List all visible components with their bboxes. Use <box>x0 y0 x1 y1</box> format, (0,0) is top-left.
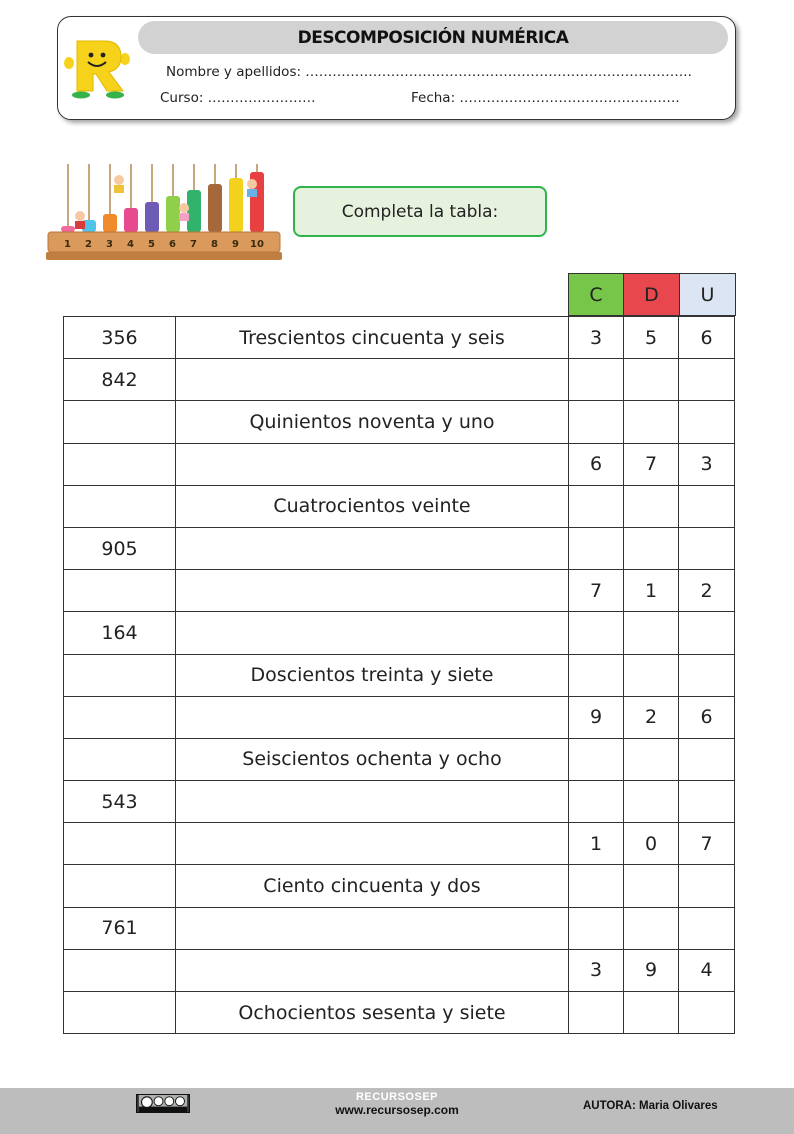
units-cell[interactable] <box>679 865 735 907</box>
decomposition-table <box>63 316 735 1034</box>
number-cell[interactable]: 164 <box>64 612 176 654</box>
units-cell[interactable] <box>679 527 735 569</box>
number-cell[interactable]: 905 <box>64 527 176 569</box>
units-cell[interactable] <box>679 654 735 696</box>
hundreds-cell[interactable] <box>569 738 624 780</box>
words-cell[interactable] <box>176 570 569 612</box>
units-cell[interactable] <box>679 612 735 654</box>
words-cell[interactable] <box>176 907 569 949</box>
tens-cell[interactable]: 2 <box>624 696 679 738</box>
table-row <box>64 654 735 696</box>
hundreds-cell[interactable] <box>569 654 624 696</box>
hundreds-cell[interactable] <box>569 359 624 401</box>
hundreds-cell[interactable] <box>569 485 624 527</box>
table-row <box>64 401 735 443</box>
tens-cell[interactable]: 5 <box>624 317 679 359</box>
units-cell[interactable]: 7 <box>679 823 735 865</box>
abacus-label: 6 <box>169 239 176 250</box>
hundreds-cell[interactable] <box>569 612 624 654</box>
table-row <box>64 359 735 401</box>
worksheet-title: DESCOMPOSICIÓN NUMÉRICA <box>138 21 728 54</box>
words-cell[interactable] <box>176 359 569 401</box>
tens-cell[interactable]: 1 <box>624 570 679 612</box>
number-cell[interactable] <box>64 443 176 485</box>
abacus-label: 2 <box>85 239 92 250</box>
words-cell[interactable]: Ciento cincuenta y dos <box>176 865 569 907</box>
column-header-u: U <box>679 273 736 316</box>
tens-cell[interactable] <box>624 401 679 443</box>
abacus-label: 1 <box>64 239 71 250</box>
tens-cell[interactable] <box>624 612 679 654</box>
hundreds-cell[interactable] <box>569 527 624 569</box>
page-footer <box>0 1088 794 1134</box>
footer-brand: RECURSOSEP <box>355 1091 439 1103</box>
number-cell[interactable]: 761 <box>64 907 176 949</box>
tens-cell[interactable]: 9 <box>624 949 679 991</box>
hundreds-cell[interactable]: 3 <box>569 317 624 359</box>
table-row <box>64 485 735 527</box>
units-cell[interactable] <box>679 359 735 401</box>
tens-cell[interactable]: 0 <box>624 823 679 865</box>
number-cell[interactable] <box>64 992 176 1034</box>
words-cell[interactable] <box>176 527 569 569</box>
tens-cell[interactable] <box>624 359 679 401</box>
name-field[interactable]: Nombre y apellidos: ………………………………………………………………………….. <box>166 64 692 80</box>
units-cell[interactable] <box>679 738 735 780</box>
units-cell[interactable] <box>679 485 735 527</box>
words-cell[interactable] <box>176 696 569 738</box>
tens-cell[interactable] <box>624 485 679 527</box>
tens-cell[interactable] <box>624 907 679 949</box>
abacus-label: 4 <box>127 239 134 250</box>
number-cell[interactable] <box>64 485 176 527</box>
words-cell[interactable]: Cuatrocientos veinte <box>176 485 569 527</box>
words-cell[interactable]: Ochocientos sesenta y siete <box>176 992 569 1034</box>
number-cell[interactable] <box>64 570 176 612</box>
number-cell[interactable] <box>64 401 176 443</box>
hundreds-cell[interactable]: 3 <box>569 949 624 991</box>
words-cell[interactable] <box>176 781 569 823</box>
footer-author: AUTORA: Maria Olivares <box>583 1100 718 1112</box>
tens-cell[interactable] <box>624 781 679 823</box>
units-cell[interactable] <box>679 992 735 1034</box>
hundreds-cell[interactable]: 1 <box>569 823 624 865</box>
number-cell[interactable] <box>64 865 176 907</box>
table-row <box>64 949 735 991</box>
abacus-label: 8 <box>211 239 218 250</box>
hundreds-cell[interactable] <box>569 907 624 949</box>
number-cell[interactable] <box>64 738 176 780</box>
tens-cell[interactable] <box>624 738 679 780</box>
tens-cell[interactable] <box>624 654 679 696</box>
number-cell[interactable] <box>64 823 176 865</box>
units-cell[interactable]: 2 <box>679 570 735 612</box>
abacus-label: 5 <box>148 239 155 250</box>
letter-r-mascot-logo <box>63 35 133 99</box>
tens-cell[interactable]: 7 <box>624 443 679 485</box>
number-cell[interactable] <box>64 696 176 738</box>
table-row <box>64 823 735 865</box>
table-row <box>64 781 735 823</box>
hundreds-cell[interactable]: 6 <box>569 443 624 485</box>
units-cell[interactable]: 6 <box>679 696 735 738</box>
units-cell[interactable]: 6 <box>679 317 735 359</box>
table-row <box>64 865 735 907</box>
number-cell[interactable]: 356 <box>64 317 176 359</box>
words-cell[interactable] <box>176 823 569 865</box>
tens-cell[interactable] <box>624 527 679 569</box>
course-field[interactable]: Curso: …………………… <box>160 90 316 106</box>
words-cell[interactable]: Trescientos cincuenta y seis <box>176 317 569 359</box>
date-field[interactable]: Fecha: …………………………………………. <box>411 90 680 106</box>
number-cell[interactable]: 543 <box>64 781 176 823</box>
number-cell[interactable] <box>64 654 176 696</box>
abacus-label: 7 <box>190 239 197 250</box>
table-row <box>64 317 735 359</box>
abacus-label: 9 <box>232 239 239 250</box>
units-cell[interactable]: 4 <box>679 949 735 991</box>
column-header-c: C <box>568 273 624 316</box>
units-cell[interactable]: 3 <box>679 443 735 485</box>
table-row <box>64 696 735 738</box>
words-cell[interactable]: Doscientos treinta y siete <box>176 654 569 696</box>
units-cell[interactable] <box>679 907 735 949</box>
number-cell[interactable] <box>64 949 176 991</box>
hundreds-cell[interactable] <box>569 865 624 907</box>
units-cell[interactable] <box>679 401 735 443</box>
tens-cell[interactable] <box>624 992 679 1034</box>
table-row <box>64 992 735 1034</box>
table-row <box>64 443 735 485</box>
hundreds-cell[interactable]: 7 <box>569 570 624 612</box>
units-cell[interactable] <box>679 781 735 823</box>
words-cell[interactable] <box>176 949 569 991</box>
worksheet-header <box>57 16 736 120</box>
abacus-number-labels <box>44 239 284 255</box>
hundreds-cell[interactable] <box>569 401 624 443</box>
words-cell[interactable] <box>176 612 569 654</box>
hundreds-cell[interactable]: 9 <box>569 696 624 738</box>
words-cell[interactable]: Quinientos noventa y uno <box>176 401 569 443</box>
table-row <box>64 527 735 569</box>
footer-url[interactable]: www.recursosep.com <box>335 1103 459 1117</box>
instruction-box: Completa la tabla: <box>293 186 547 237</box>
abacus-label: 3 <box>106 239 113 250</box>
table-row <box>64 612 735 654</box>
column-header-d: D <box>623 273 680 316</box>
table-row <box>64 570 735 612</box>
tens-cell[interactable] <box>624 865 679 907</box>
abacus-label: 10 <box>250 239 264 250</box>
words-cell[interactable] <box>176 443 569 485</box>
hundreds-cell[interactable] <box>569 992 624 1034</box>
hundreds-cell[interactable] <box>569 781 624 823</box>
number-cell[interactable]: 842 <box>64 359 176 401</box>
words-cell[interactable]: Seiscientos ochenta y ocho <box>176 738 569 780</box>
table-row <box>64 738 735 780</box>
table-row <box>64 907 735 949</box>
